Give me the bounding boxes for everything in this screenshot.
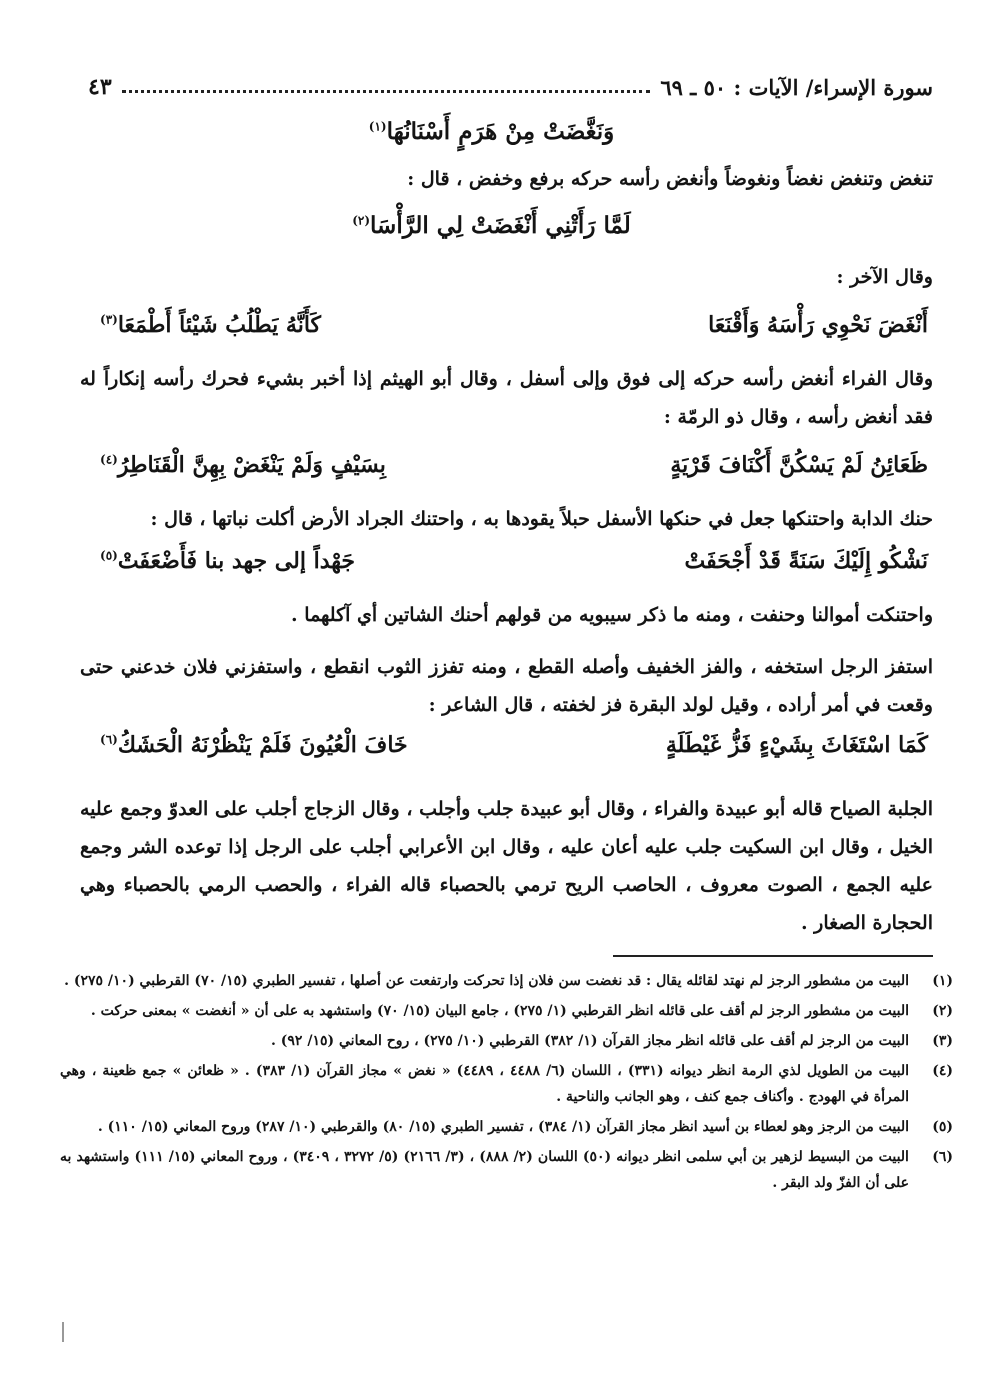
paragraph-3: وقال الفراء أنغض رأسه حركه إلى فوق وإلى أسفل ، وقال أبو الهيثم إذا أخبر بشيء فحرك رأسه إنكاراً له فقد أنغض رأسه ، وقال ذو الرمّة :: [80, 368, 933, 428]
verse-5-second-text: جَهْداً إلى جهد بنا فَأَضْعَفَتْ: [117, 548, 356, 574]
verse-5-first-hemistich: نَشْكُو إِلَيْكَ سَنَةً قَدْ أَجْحَفَتْ: [684, 548, 928, 574]
verse-3-second-text: كَأَنَّهُ يَطْلُبُ شَيْئاً أَطْمَعَا: [117, 312, 322, 338]
footnote-number: (٢): [932, 1003, 953, 1019]
footnote-text: البيت من الطويل لذي الرمة انظر ديوانه (٣٣١) ، اللسان (٦/ ٤٤٨٨ ، ٤٤٨٩) « نغض » مجاز القرآن (١/ ٣٨٣) . « ظعائن » جمع ظعينة ، وهي المرأة في الهودج . وأكناف جمع كنف ، وهو الجانب والناحية .: [60, 1063, 909, 1105]
footnote-separator: [613, 955, 933, 957]
footnote-ref-2: (٢): [352, 213, 371, 228]
verse-5-second-hemistich: [100, 548, 355, 574]
paragraph-5: واحتنكت أموالنا وحنفت ، ومنه ما ذكر سيبويه من قولهم أحنك الشاتين أي آكلهما .: [291, 604, 933, 626]
verse-3-second-hemistich: [100, 312, 321, 338]
dotted-leader: [122, 90, 651, 93]
footnote: [60, 998, 953, 1024]
footnote: [60, 1028, 953, 1054]
footnote-ref-4: (٤): [100, 452, 118, 467]
verse-6-second-hemistich: [100, 732, 408, 758]
scan-margin-mark: [62, 1322, 64, 1342]
verse-3-first-hemistich: أَنْغَضَ نَحْوِي رَأْسَهُ وَأَقْنَعَا: [708, 312, 928, 338]
verse-6-first-hemistich: كَمَا اسْتَغَاثَ بِشَيْءٍ فَزُّ غَيْطَلَةٍ: [665, 732, 928, 758]
footnote: [60, 1058, 953, 1110]
footnote-number: (٤): [932, 1063, 953, 1079]
paragraph-7: الجلبة الصياح قاله أبو عبيدة والفراء ، وقال أبو عبيدة جلب وأجلب ، وقال الزجاج أجلب على العدوّ وجمع عليه الخيل ، وقال ابن السكيت جلب عليه أعان عليه ، وقال ابن الأعرابي أجلب على الرجل إذا توعده الشر وجمع عليه الجمع ، الصوت معروف ، الحاصب الريح ترمي بالحصباء قاله الفراء ، والحصب الرمي بالحصباء وهي الحجارة الصغار .: [80, 798, 933, 934]
paragraph-4: حنك الدابة واحتنكها جعل في حنكها الأسفل حبلاً يقودها به ، واحتنك الجراد الأرض أكلت نباتها ، قال :: [150, 508, 933, 530]
verse-4-first-hemistich: ظَعَائِنُ لَمْ يَسْكُنَّ أَكْنَافَ قَرْيَةٍ: [670, 452, 928, 478]
footnote-number: (٦): [932, 1149, 953, 1165]
footnote-number: (٣): [932, 1033, 953, 1049]
footnote-text: البيت من مشطور الرجز لم نهتد لقائله يقال : قد نغضت سن فلان إذا تحركت وارتفعت عن أصلها ، تفسير الطبري (١٥/ ٧٠) القرطبي (١٠/ ٢٧٥) .: [64, 973, 909, 989]
footnote-text: البيت من الرجز وهو لعطاء بن أسيد انظر مجاز القرآن (١/ ٣٨٤) ، تفسير الطبري (١٥/ ٨٠) والقرطبي (١٠/ ٢٨٧) وروح المعاني (١٥/ ١١٠) .: [97, 1119, 909, 1135]
verse-2: [0, 212, 983, 239]
paragraph-2: وقال الآخر :: [836, 266, 933, 288]
footnote: [60, 1144, 953, 1196]
footnote-ref-1: (١): [368, 119, 387, 134]
footnote-text: البيت من الرجز لم أقف على قائله انظر مجاز القرآن (١/ ٣٨٢) القرطبي (١٠/ ٢٧٥) ، روح المعاني (١٥/ ٩٢) .: [271, 1033, 909, 1049]
footnote: [60, 968, 953, 994]
footnote-text: البيت من البسيط لزهير بن أبي سلمى انظر ديوانه (٥٠) اللسان (٢/ ٨٨٨) ، (٣/ ٢١٦٦) (٥/ ٣٢٧٢ ، ٣٤٠٩) ، وروح المعاني (١٥/ ١١١) واستشهد به على أن الفزّ ولد البقر .: [60, 1149, 909, 1191]
verse-1-text: وَنَغَّضَتْ مِنْ هَرَمٍ أَسْنَانُهَا: [386, 118, 615, 145]
footnote-text: البيت من مشطور الرجز لم أقف على قائله انظر القرطبي (١/ ٢٧٥) ، جامع البيان (١٥/ ٧٠) واستشهد به على أن « أنغضت » بمعنى حركت .: [90, 1003, 909, 1019]
footnote-ref-5: (٥): [100, 548, 118, 563]
footnote: [60, 1114, 953, 1140]
verse-6-second-text: خَافَ الْعُيُونَ فَلَمْ يَنْظُرْنَهُ الْحَشَكُ: [117, 732, 408, 758]
footnotes: [60, 968, 953, 1200]
verse-3: [100, 312, 928, 338]
paragraph-1: تنغض وتنغض نغضاً ونغوضاً وأنغض رأسه حركه برفع وخفض ، قال :: [407, 168, 933, 190]
running-title: سورة الإسراء/ الآيات : ٥٠ ـ ٦٩: [660, 74, 933, 100]
footnote-ref-3: (٣): [100, 312, 118, 327]
verse-4-second-hemistich: [100, 452, 386, 478]
page-number: ٤٣: [88, 74, 112, 100]
verse-4: [100, 452, 928, 478]
footnote-number: (٥): [932, 1119, 953, 1135]
verse-5: [100, 548, 928, 574]
footnote-number: (١): [932, 973, 953, 989]
verse-1: [0, 118, 983, 145]
verse-6: [100, 732, 928, 758]
running-header: [88, 70, 933, 104]
verse-2-text: لَمَّا رَأَتْنِي أَنْغَضَتْ لِي الرَّأْسَا: [370, 212, 631, 239]
verse-4-second-text: بِسَيْفٍ وَلَمْ يَنْغَضْ بِهِنَّ الْقَنَاطِرُ: [117, 452, 386, 478]
footnote-ref-6: (٦): [100, 732, 118, 747]
paragraph-6: استفز الرجل استخفه ، والفز الخفيف وأصله القطع ، ومنه تفزز الثوب انقطع ، واستفزني فلان خدعني حتى وقعت في أمر أراده ، وقيل لولد البقرة فز لخفته ، قال الشاعر :: [80, 656, 933, 716]
